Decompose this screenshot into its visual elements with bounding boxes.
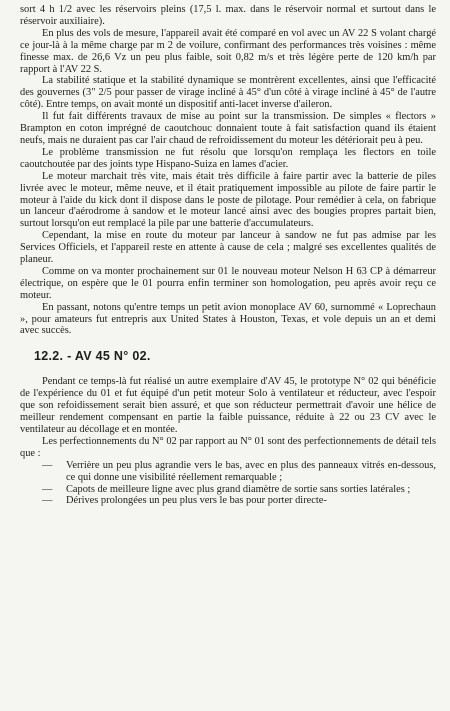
paragraph-9: En passant, notons qu'entre temps un petit avion monoplace AV 60, surnommé « Loprechaun », pour amateurs fut entrepris aux United States à Houston, Texas, et vole depuis un an et demi avec succès. — [20, 301, 436, 337]
paragraph-10: Pendant ce temps-là fut réalisé un autre exemplaire d'AV 45, le prototype N° 02 qui bénéficie de l'expérience du 01 et fut équipé d'un petit moteur Solo à ventilateur et réducteur, avec l'espoir que son refoidissement serait bien assuré, et que son réducteur permettrait d'avoir une hélice de meilleur rendement compensant en partie la faible puissance, réduite à 22 ou 23 CV avec le ventilateur au décollage et en montée. — [20, 376, 436, 435]
paragraph-11: Les perfectionnements du N° 02 par rapport au N° 01 sont des perfectionnements de détail tels que : — [20, 435, 436, 459]
paragraph-3: La stabilité statique et la stabilité dynamique se montrèrent excellentes, ainsi que l'efficacité des gouvernes (3" 2/5 pour passer de virage incliné à 45° d'un côté à virage incliné à 45° de l'autre côté). Entre temps, on avait monté un dispositif anti-lacet inverse d'aileron. — [20, 75, 436, 111]
dash-bullet: — — [42, 483, 53, 495]
dash-bullet: — — [42, 459, 53, 471]
list-item-text: Verrière un peu plus agrandie vers le bas, avec en plus des panneaux vitrés en-dessous, ce qui donne une visibilité réellement remarquable ; — [66, 459, 436, 483]
paragraph-6: Le moteur marchait très vite, mais était très difficile à faire partir avec la batterie de piles livrée avec le moteur, même neuve, et il était pratiquement impossible au pilote de faire partir le moteur à l'aide du kick dont il dispose dans le poste de pilotage. Pour remédier à cela, on fabrique un lanceur d'aérodrome à sandow et le moteur lancé ainsi avec des bougies propres partait bien, surtout lorsqu'on eut remplacé la pile par une batterie d'accumulateurs. — [20, 170, 436, 230]
paragraph-4: Il fut fait différents travaux de mise au point sur la transmission. De simples « flectors » Brampton en coton imprégné de caoutchouc donnaient toute à fait satisfaction quand ils étaient neufs, mais ne duraient pas car l'air chaud de refroidissement du moteur les détériorait peu à peu. — [20, 111, 436, 146]
list-item — [20, 460, 436, 484]
section-heading: 12.2. - AV 45 N° 02. — [34, 349, 151, 364]
list-item — [20, 495, 436, 507]
paragraph-2: En plus des vols de mesure, l'appareil avait été comparé en vol avec un AV 22 S volant chargé ce jour-là à la même charge par m 2 de voilure, confirmant des performances très voisines : même finesse max. de 26,6 Vz un peu plus faible, soit 0,82 m/s et très légère perte de 120 km/h par rapport à l'AV 22 S. — [20, 27, 436, 75]
list-item-text: Capots de meilleure ligne avec plus grand diamètre de sortie sans sorties latérales ; — [66, 483, 411, 495]
paragraph-5: Le problème transmission ne fut résolu que lorsqu'on remplaça les flectors en toile caoutchoutée par des joints type Hispano-Suiza en lames d'acier. — [20, 146, 436, 170]
paragraph-1: sort 4 h 1/2 avec les réservoirs pleins (17,5 l. max. dans le réservoir normal et surtout dans le réservoir auxiliaire). — [20, 4, 436, 27]
dash-bullet: — — [42, 495, 53, 507]
list-item-text: Dérives prolongées un peu plus vers le bas pour porter directe- — [66, 495, 327, 507]
paragraph-8: Comme on va monter prochainement sur 01 le nouveau moteur Nelson H 63 CP à démarreur électrique, on espère que le 01 pourra enfin terminer son homologation, peu après avoir reçu ce moteur. — [20, 265, 436, 301]
list-item — [20, 484, 436, 496]
paragraph-7: Cependant, la mise en route du moteur par lanceur à sandow ne fut pas admise par les Services Officiels, et l'appareil reste en attente à cause de cela ; malgré ses excellentes qualités de planeur. — [20, 230, 436, 266]
details-list — [20, 460, 436, 508]
